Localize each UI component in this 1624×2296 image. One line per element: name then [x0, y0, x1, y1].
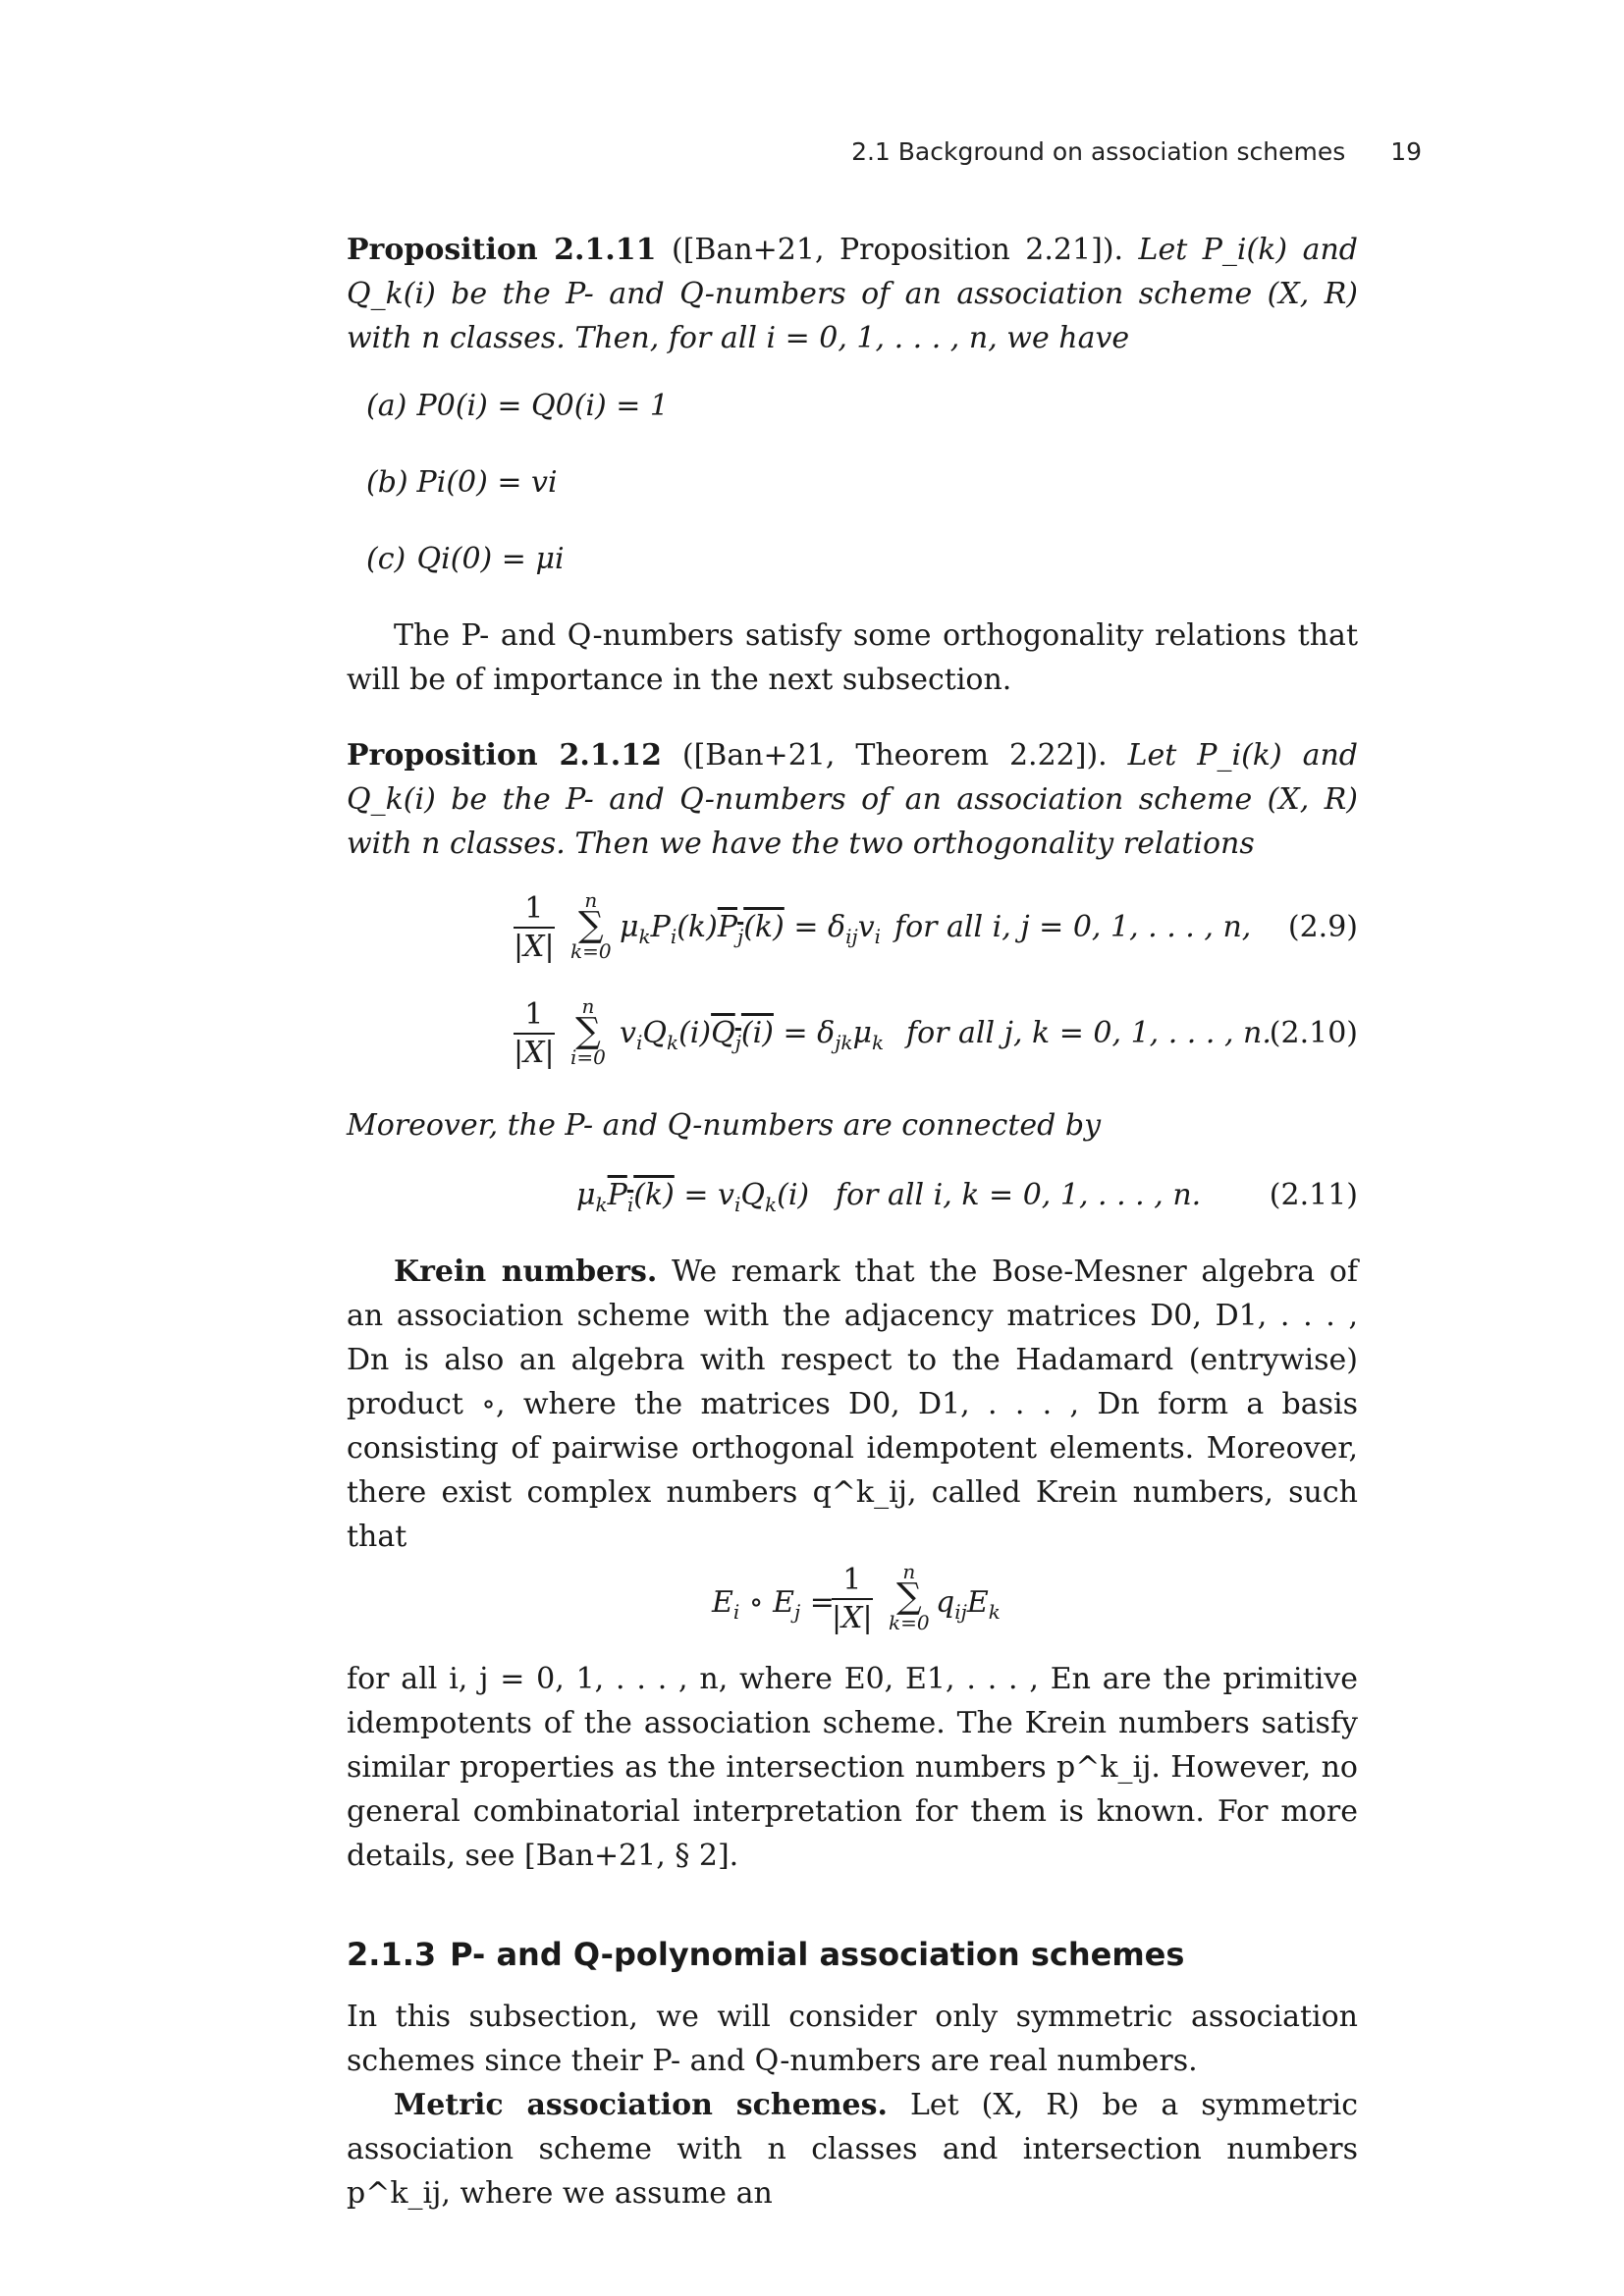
- paragraph-heading: Metric association schemes.: [394, 2088, 888, 2122]
- equation-expression: $v_iQ_k(i)Q_j(i) = \delta_{jk}\mu_k$: [620, 1016, 885, 1054]
- equation-condition: for all i, k = 0, 1, . . . , n.: [836, 1178, 1202, 1212]
- proposition-label: Proposition 2.1.12: [347, 738, 662, 773]
- item-label: (b): [366, 465, 408, 500]
- list-item: [366, 460, 1358, 537]
- sum-symbol: n ∑ k=0: [570, 888, 612, 963]
- paragraph-text: Let (X, R) be a symmetric association scheme with n classes and intersection numbers p^k_ij, where we assume an: [347, 2088, 1358, 2211]
- item-formula: Pi(0) = vi: [416, 465, 558, 500]
- equation-condition: for all j, k = 0, 1, . . . , n.: [906, 1016, 1272, 1050]
- equation-expression: $\mu_kP_i(k)P_j(k) = \delta_{ij}v_i$: [620, 910, 882, 948]
- running-header: [851, 137, 1422, 166]
- paragraph-orthogonality: The P- and Q-numbers satisfy some orthogonality relations that will be of importance in the next subsection.: [347, 618, 1358, 697]
- header-section-title: 2.1 Background on association schemes: [851, 137, 1346, 166]
- equation-rhs: $q_{ij}E_k$: [936, 1585, 1001, 1624]
- moreover-text: Moreover, the P- and Q-numbers are connected by: [347, 1108, 1102, 1143]
- proposition-statement: Let P_i(k) and Q_k(i) be the P- and Q-numbers of an association scheme (X, R) with n classes. Then we have the two orthogonality relations: [347, 738, 1358, 861]
- item-label: (a): [366, 389, 407, 423]
- fraction: $\frac{1}{|X|}$: [514, 997, 555, 1070]
- equation-number: (2.9): [1287, 910, 1358, 944]
- list-item: [366, 537, 1358, 614]
- paragraph-metric: [347, 2083, 1358, 2216]
- proposition-2-1-11: [347, 228, 1358, 360]
- equation-condition: for all i, j = 0, 1, . . . , n,: [894, 910, 1252, 944]
- paragraph-symmetric: In this subsection, we will consider only symmetric association schemes since their P- and Q-numbers are real numbers.: [347, 2000, 1358, 2078]
- proposition-statement: Let P_i(k) and Q_k(i) be the P- and Q-numbers of an association scheme (X, R) with n classes. Then, for all i = 0, 1, . . . , n, we have: [347, 233, 1358, 355]
- proposition-2-1-12: [347, 733, 1358, 866]
- equation-krein: [347, 1559, 1358, 1657]
- equation-number: (2.10): [1269, 1016, 1358, 1050]
- paragraph-krein-continued: for all i, j = 0, 1, . . . , n, where E0, E1, . . . , En are the primitive idempotents of the association scheme. The Krein numbers satisfy similar properties as the intersection numbers p^k_ij. However, no general combinatorial interpretation for them is known. For more details, see [Ban+21, § 2].: [347, 1662, 1358, 1873]
- equation-2-10: [347, 994, 1358, 1103]
- fraction: $\frac{1}{|X|}$: [832, 1563, 873, 1635]
- item-label: (c): [366, 542, 406, 576]
- list-item: [366, 384, 1358, 460]
- paragraph-heading: Krein numbers.: [394, 1255, 658, 1289]
- page-number: 19: [1390, 137, 1422, 166]
- equation-2-9: [347, 888, 1358, 997]
- sum-symbol: n ∑ k=0: [889, 1560, 930, 1634]
- paragraph-krein: [347, 1250, 1358, 1559]
- proposition-citation: ([Ban+21, Theorem 2.22]).: [681, 738, 1108, 773]
- page-body: [347, 228, 1358, 2216]
- equation-lhs: $E_i$ ∘ $E_j$ =: [712, 1585, 835, 1624]
- subsection-title: P- and Q-polynomial association schemes: [450, 1936, 1185, 1973]
- item-formula: P0(i) = Q0(i) = 1: [416, 389, 670, 423]
- paragraph-text: We remark that the Bose-Mesner algebra of an association scheme with the adjacency matrices D0, D1, . . . , Dn is also an algebra with respect to the Hadamard (entrywise) product ∘, where the matrices D0, D1, . . . , Dn form a basis consisting of pairwise orthogonal idempotent elements. Moreover, there exist complex numbers q^k_ij, called Krein numbers, such that: [347, 1255, 1358, 1554]
- fraction: $\frac{1}{|X|}$: [514, 891, 555, 964]
- proposition-label: Proposition 2.1.11: [347, 233, 657, 267]
- proposition-citation: ([Ban+21, Proposition 2.21]).: [671, 233, 1124, 267]
- equation-expression: $\mu_kP_i(k) = v_iQ_k(i)$: [576, 1178, 810, 1216]
- sum-symbol: n ∑ i=0: [570, 994, 606, 1069]
- equation-number: (2.11): [1269, 1178, 1358, 1212]
- item-formula: Qi(0) = μi: [416, 542, 565, 576]
- subsection-heading: [347, 1933, 1358, 1977]
- subsection-number: 2.1.3: [347, 1936, 437, 1973]
- proposition-items: [347, 384, 1358, 614]
- equation-2-11: [347, 1173, 1358, 1250]
